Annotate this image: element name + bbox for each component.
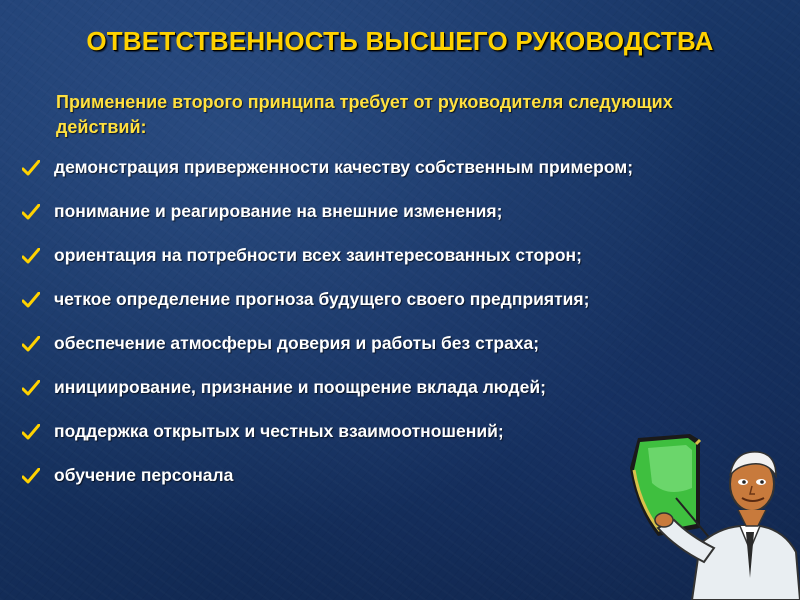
intro-text: Применение второго принципа требует от руководителя следующих действий:: [56, 92, 673, 137]
checkmark-icon: [22, 248, 40, 264]
slide-title: ОТВЕТСТВЕННОСТЬ ВЫСШЕГО РУКОВОДСТВА: [86, 26, 714, 56]
list-item: [22, 198, 792, 242]
checkmark-icon: [22, 292, 40, 308]
checkmark-icon: [22, 468, 40, 484]
list-item-text: ориентация на потребности всех заинтересованных сторон;: [54, 245, 582, 265]
checkmark-icon: [22, 380, 40, 396]
list-item: [22, 330, 792, 374]
list-item: [22, 374, 792, 418]
list-item: [22, 154, 792, 198]
checkmark-icon: [22, 204, 40, 220]
list-item-text: демонстрация приверженности качеству собственным примером;: [54, 157, 634, 177]
list-item: [22, 242, 792, 286]
list-item-text: поддержка открытых и честных взаимоотношений;: [54, 421, 504, 441]
list-item-text: обучение персонала: [54, 465, 234, 485]
list-item-text: четкое определение прогноза будущего своего предприятия;: [54, 289, 590, 309]
list-item-text: понимание и реагирование на внешние изменения;: [54, 201, 503, 221]
checkmark-icon: [22, 160, 40, 176]
checkmark-icon: [22, 336, 40, 352]
checkmark-icon: [22, 424, 40, 440]
list-item: [22, 286, 792, 330]
list-item-text: обеспечение атмосферы доверия и работы без страха;: [54, 333, 540, 353]
list-item-text: инициирование, признание и поощрение вклада людей;: [54, 377, 546, 397]
presenter-with-board-icon: [618, 428, 800, 600]
